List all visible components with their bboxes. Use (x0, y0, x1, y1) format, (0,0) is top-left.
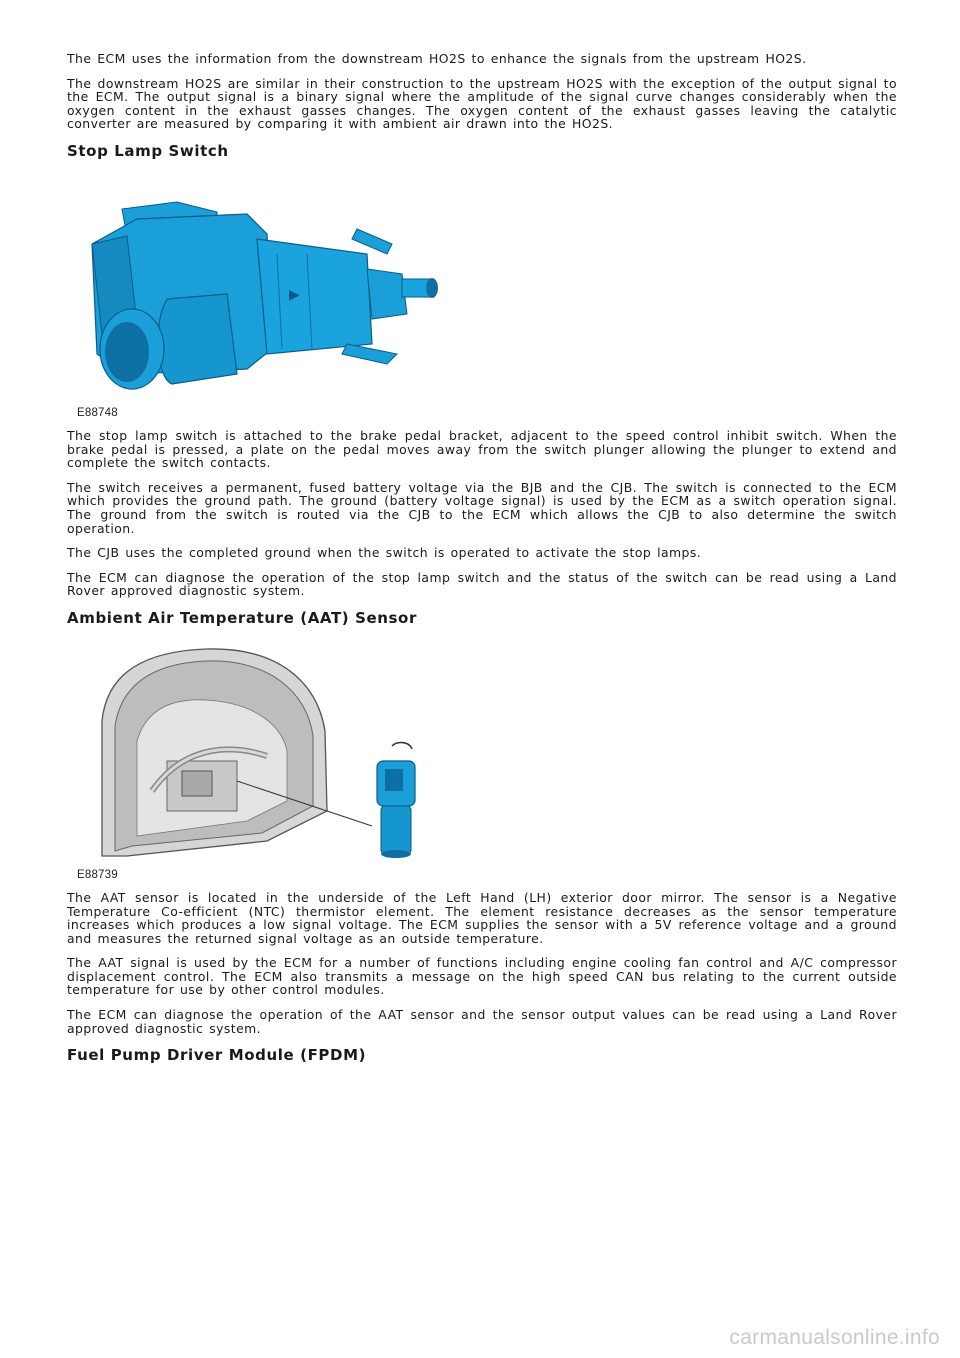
section-heading-aat-sensor: Ambient Air Temperature (AAT) Sensor (67, 608, 417, 627)
paragraph: The AAT sensor is located in the underside of the Left Hand (LH) exterior door mirror. The sensor is a Negative Temperature Co-efficient (NTC) thermistor element. The element resistance decreases as the sensor temperature increases which produces a low signal voltage. The ECM supplies the sensor with a 5V reference voltage and a ground and measures the returned signal voltage as an outside temperature. (67, 889, 897, 946)
section-heading-stop-lamp: Stop Lamp Switch (67, 141, 229, 160)
paragraph: The downstream HO2S are similar in their construction to the upstream HO2S with the exception of the output signal to the ECM. The output signal is a binary signal where the amplitude of the signal curve changes considerably when the oxygen content in the exhaust gasses changes. The oxygen content of the exhaust gasses leaving the catalytic converter are measured by comparing it with ambient air drawn into the HO2S. (67, 75, 897, 132)
paragraph: The ECM can diagnose the operation of the AAT sensor and the sensor output values can be read using a Land Rover approved diagnostic system. (67, 1007, 897, 1036)
watermark: carmanualsonline.info (729, 1326, 940, 1349)
document-page (67, 52, 897, 1070)
figure-id-label: E88748 (77, 406, 118, 419)
paragraph: The AAT signal is used by the ECM for a number of functions including engine cooling fan control and A/C compressor displacement control. The ECM also transmits a message on the high speed CAN bus relating to the current outside temperature for use by other control modules. (67, 955, 897, 998)
aat-sensor-figure (67, 641, 467, 881)
section-heading-fpdm: Fuel Pump Driver Module (FPDM) (67, 1046, 367, 1065)
paragraph: The stop lamp switch is attached to the brake pedal bracket, adjacent to the speed control inhibit switch. When the brake pedal is pressed, a plate on the pedal moves away from the switch plunger allowing the plunger to extend and complete the switch contacts. (67, 427, 897, 471)
svg-text:▶: ▶ (289, 286, 300, 303)
paragraph: The ECM uses the information from the downstream HO2S to enhance the signals from the upstream HO2S. (67, 51, 807, 66)
aat-sensor-illustration (67, 641, 467, 869)
stop-lamp-switch-illustration (67, 174, 467, 406)
paragraph: The switch receives a permanent, fused battery voltage via the BJB and the CJB. The switch is connected to the ECM which provides the ground path. The ground (battery voltage signal) is used by the ECM as a switch operation signal. The ground from the switch is routed via the CJB to the ECM which allows the CJB to also determine the switch operation. (67, 479, 897, 536)
figure-id-label: E88739 (77, 868, 118, 881)
paragraph: The CJB uses the completed ground when the switch is operated to activate the stop lamps. (67, 545, 702, 561)
paragraph: The ECM can diagnose the operation of the stop lamp switch and the status of the switch can be read using a Land Rover approved diagnostic system. (67, 569, 897, 599)
stop-lamp-switch-figure (67, 174, 467, 419)
